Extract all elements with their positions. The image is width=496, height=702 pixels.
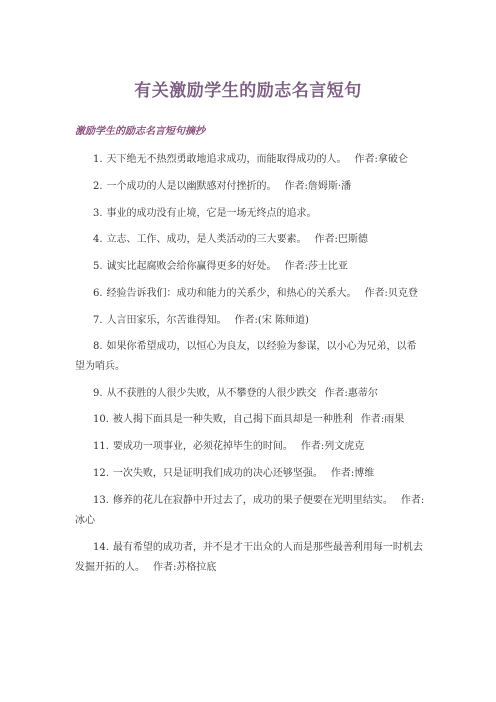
quote-author: 作者:拿破仑 <box>354 154 408 165</box>
quote-number: 14. <box>93 542 109 553</box>
quote-number: 2. <box>93 181 103 192</box>
document-title: 有关激励学生的励志名言短句 <box>134 81 362 101</box>
quote-item <box>75 284 425 304</box>
document-subtitle: 激励学生的励志名言短句摘抄 <box>75 126 205 137</box>
quote-item <box>75 538 425 578</box>
quote-item <box>75 230 425 250</box>
quote-number: 4. <box>93 234 103 245</box>
quote-number: 1. <box>93 154 103 165</box>
quote-number: 7. <box>93 315 103 326</box>
quote-number: 13. <box>93 495 109 506</box>
quote-text: 如果你希望成功，以恒心为良友，以经验为参谋，以小心为兄弟，以希望为哨兵。 <box>75 341 417 372</box>
quote-item <box>75 150 425 170</box>
quote-number: 3. <box>93 208 103 219</box>
quote-item <box>75 257 425 277</box>
quote-item <box>75 384 425 404</box>
quote-item <box>75 204 425 224</box>
quote-author: 作者:雨果 <box>360 414 405 425</box>
quote-author: 作者:贝克登 <box>364 288 418 299</box>
quote-text: 一次失败，只是证明我们成功的决心还够坚强。 <box>112 468 323 479</box>
quote-author: 作者:詹姆斯·潘 <box>284 181 352 192</box>
quote-number: 8. <box>93 341 103 352</box>
quote-item <box>75 311 425 331</box>
quote-author: 作者:莎士比亚 <box>284 261 348 272</box>
quote-author: 作者:博维 <box>330 468 375 479</box>
quote-author: 作者:冰心 <box>75 495 425 526</box>
quote-item <box>75 337 425 377</box>
quote-number: 12. <box>93 468 109 479</box>
quote-number: 10. <box>93 414 109 425</box>
quote-item <box>75 410 425 430</box>
quote-author: 作者:列文虎克 <box>300 441 365 452</box>
quote-text: 经验告诉我们：成功和能力的关系少，和热心的关系大。 <box>106 288 357 299</box>
quote-text: 要成功一项事业，必须花掉毕生的时间。 <box>112 441 293 452</box>
quote-text: 一个成功的人是以幽默感对付挫折的。 <box>106 181 277 192</box>
quote-number: 5. <box>93 261 103 272</box>
quote-item <box>75 464 425 484</box>
quote-author: 作者:苏格拉底 <box>153 562 217 573</box>
quote-text: 诚实比起腐败会给你赢得更多的好处。 <box>106 261 277 272</box>
quote-number: 11. <box>93 441 109 452</box>
quote-text: 人言田家乐，尔苦谁得知。 <box>106 315 227 326</box>
quote-text: 最有希望的成功者，并不是才干出众的人而是那些最善利用每一时机去发掘开拓的人。 <box>75 542 423 573</box>
quote-text: 立志、工作、成功，是人类活动的三大要素。 <box>106 234 307 245</box>
quote-number: 9. <box>93 388 103 399</box>
quote-item <box>75 437 425 457</box>
quote-item <box>75 177 425 197</box>
quote-item <box>75 491 425 531</box>
quote-text: 修养的花儿在寂静中开过去了，成功的果子便要在光明里结实。 <box>112 495 393 506</box>
quote-text: 天下绝无不热烈勇敢地追求成功，而能取得成功的人。 <box>106 154 347 165</box>
quote-author: 作者:惠蒂尔 <box>324 388 378 399</box>
quote-author: 作者:(宋 陈师道) <box>234 315 309 326</box>
quote-author: 作者:巴斯德 <box>314 234 368 245</box>
quote-text: 被人揭下面具是一种失败，自己揭下面具却是一种胜利 <box>112 414 353 425</box>
quote-text: 从不获胜的人很少失败，从不攀登的人很少跌交 <box>106 388 317 399</box>
quote-text: 事业的成功没有止境，它是一场无终点的追求。 <box>106 208 317 219</box>
quote-number: 6. <box>93 288 103 299</box>
